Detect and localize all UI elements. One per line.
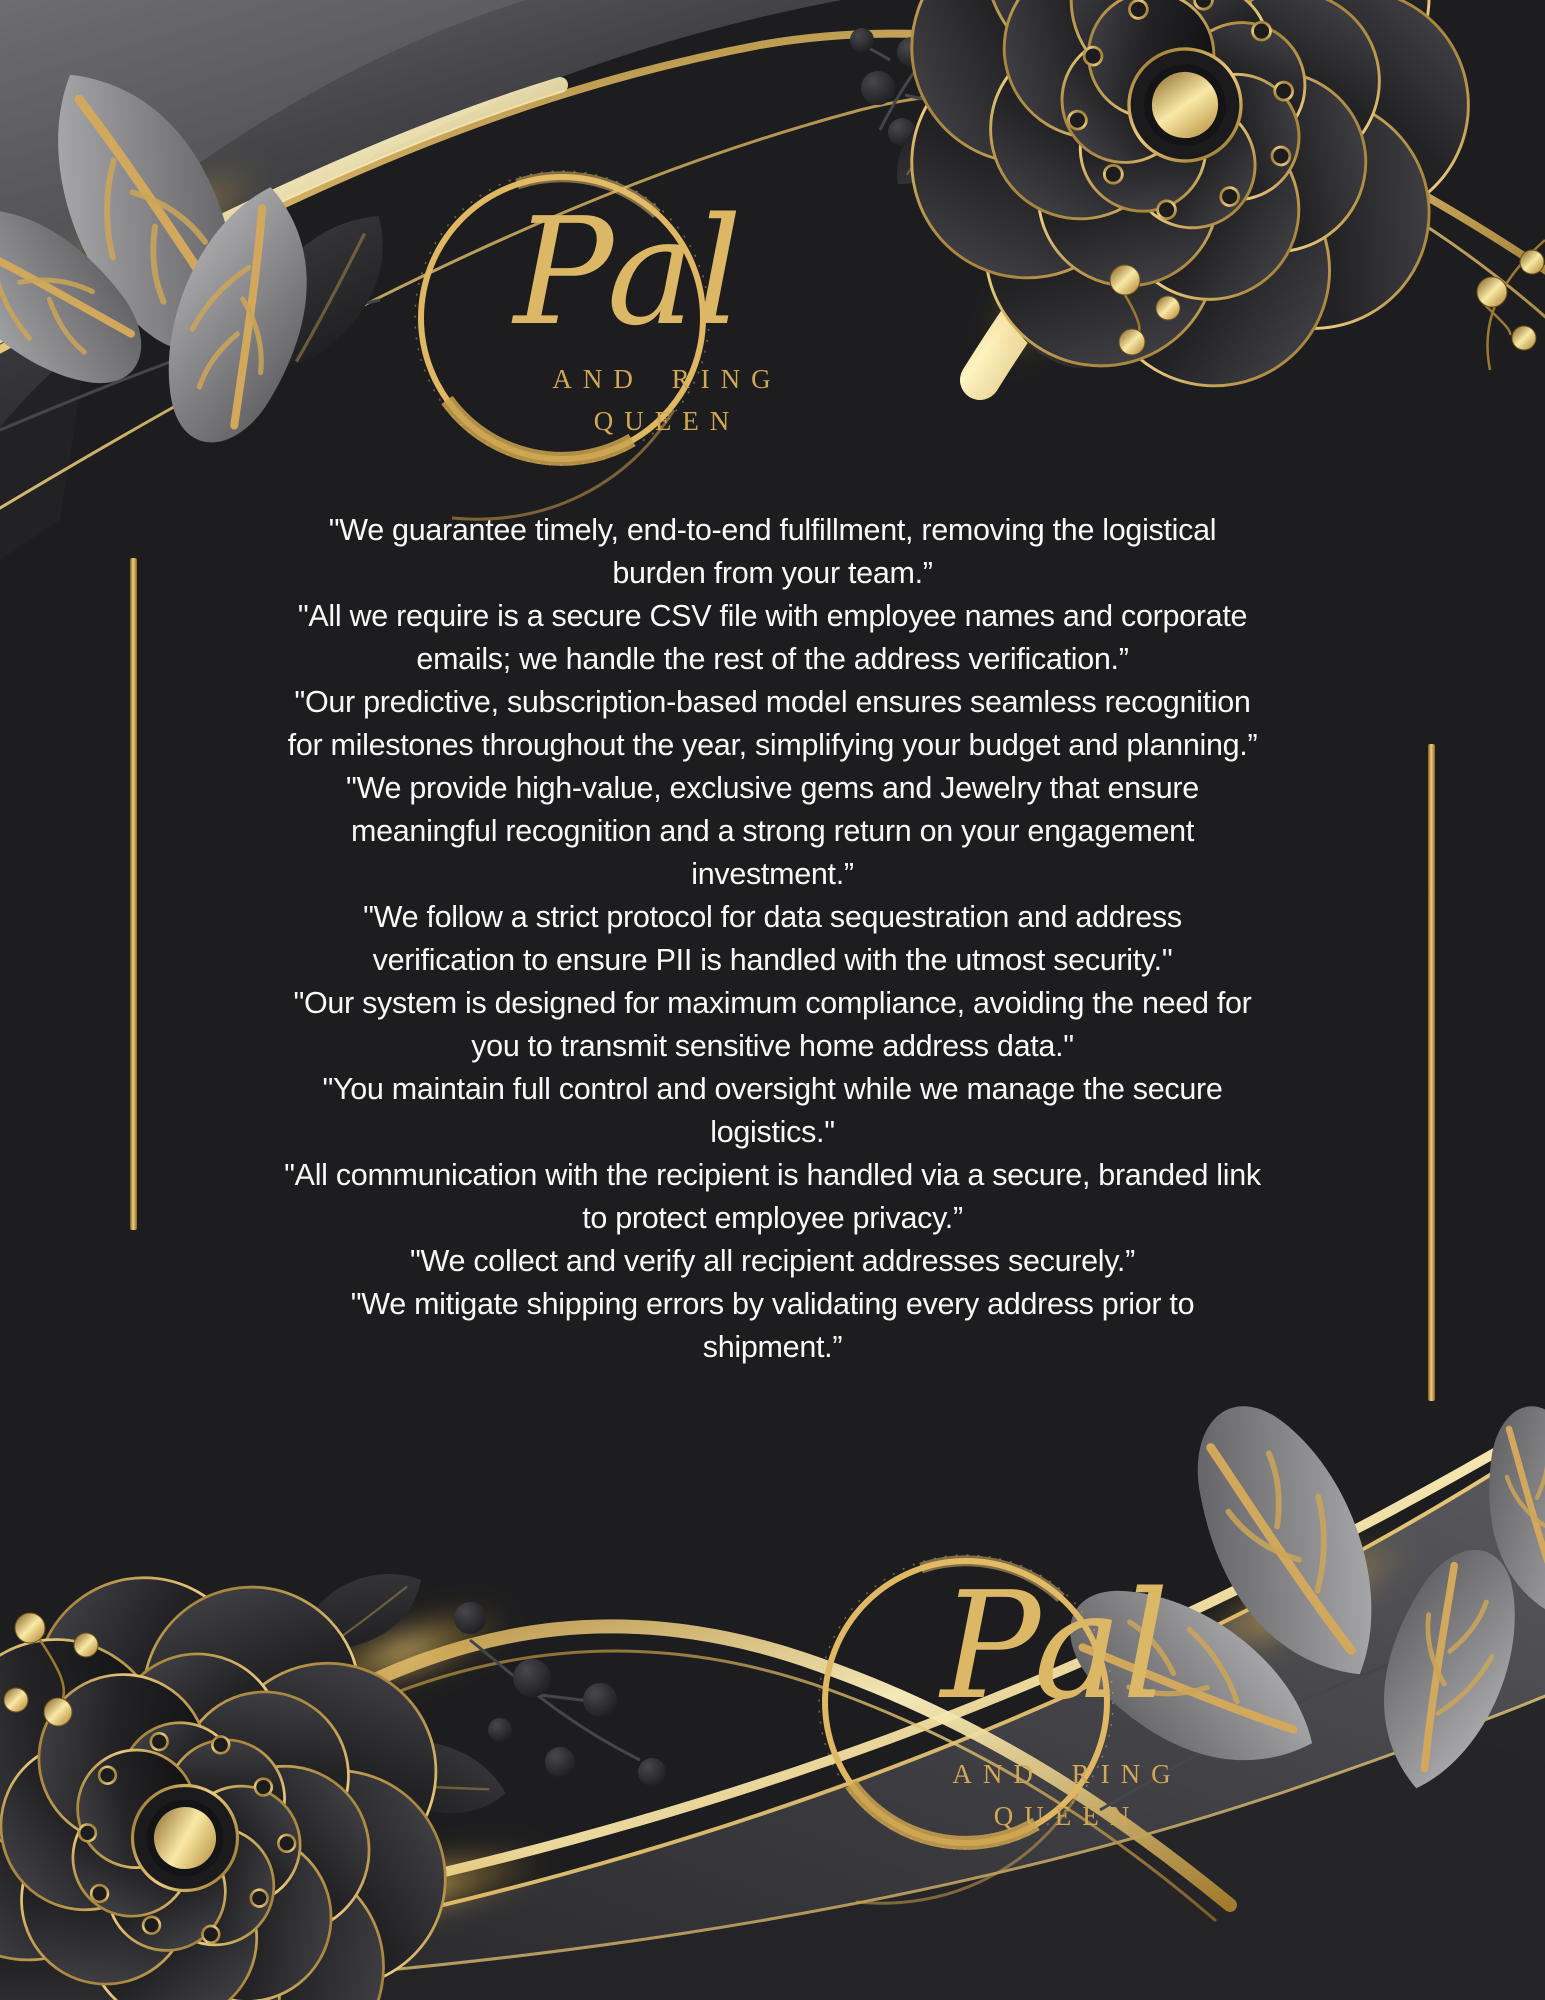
quote-line: "You maintain full control and oversight while we manage the secure [322, 1072, 1223, 1106]
quote-line: "Our predictive, subscription-based model ensures seamless recognition [294, 685, 1251, 719]
brand-subtitle-line1-top: AND RING [552, 364, 782, 394]
quote-line: "We mitigate shipping errors by validating every address prior to [350, 1287, 1195, 1321]
quote-line: "All communication with the recipient is handled via a secure, branded link [284, 1158, 1261, 1192]
quote-line: logistics." [710, 1115, 835, 1149]
brand-script-name-top: Pal [513, 186, 743, 358]
quote-line: for milestones throughout the year, simplifying your budget and planning.” [287, 728, 1258, 762]
quote-line: "We guarantee timely, end-to-end fulfillment, removing the logistical [328, 513, 1217, 547]
quote-line: "We provide high-value, exclusive gems and Jewelry that ensure [346, 771, 1199, 805]
quote-line: emails; we handle the rest of the address verification.” [416, 642, 1129, 676]
quote-line: verification to ensure PII is handled with the utmost security." [372, 943, 1173, 977]
quote-line: burden from your team.” [612, 556, 933, 590]
quote-line: meaningful recognition and a strong return on your engagement [350, 814, 1195, 848]
brand-subtitle-line2-top: QUEEN [593, 406, 741, 436]
brand-script-name-bottom: Pal [940, 1560, 1170, 1732]
quote-line: "Our system is designed for maximum compliance, avoiding the need for [293, 986, 1252, 1020]
quote-line: investment.” [691, 857, 854, 891]
quote-line: you to transmit sensitive home address data." [471, 1029, 1074, 1063]
brand-subtitle-line2-bottom: QUEEN [993, 1801, 1141, 1831]
quote-line: "We follow a strict protocol for data sequestration and address [363, 900, 1182, 934]
brand-subtitle-line1-bottom: AND RING [952, 1759, 1182, 1789]
quote-line: "All we require is a secure CSV file with employee names and corporate [297, 599, 1248, 633]
quote-line: "We collect and verify all recipient addresses securely.” [410, 1244, 1135, 1278]
quotes-block [0, 509, 1545, 1369]
quote-line: to protect employee privacy.” [582, 1201, 963, 1235]
quote-line: shipment.” [702, 1330, 843, 1364]
